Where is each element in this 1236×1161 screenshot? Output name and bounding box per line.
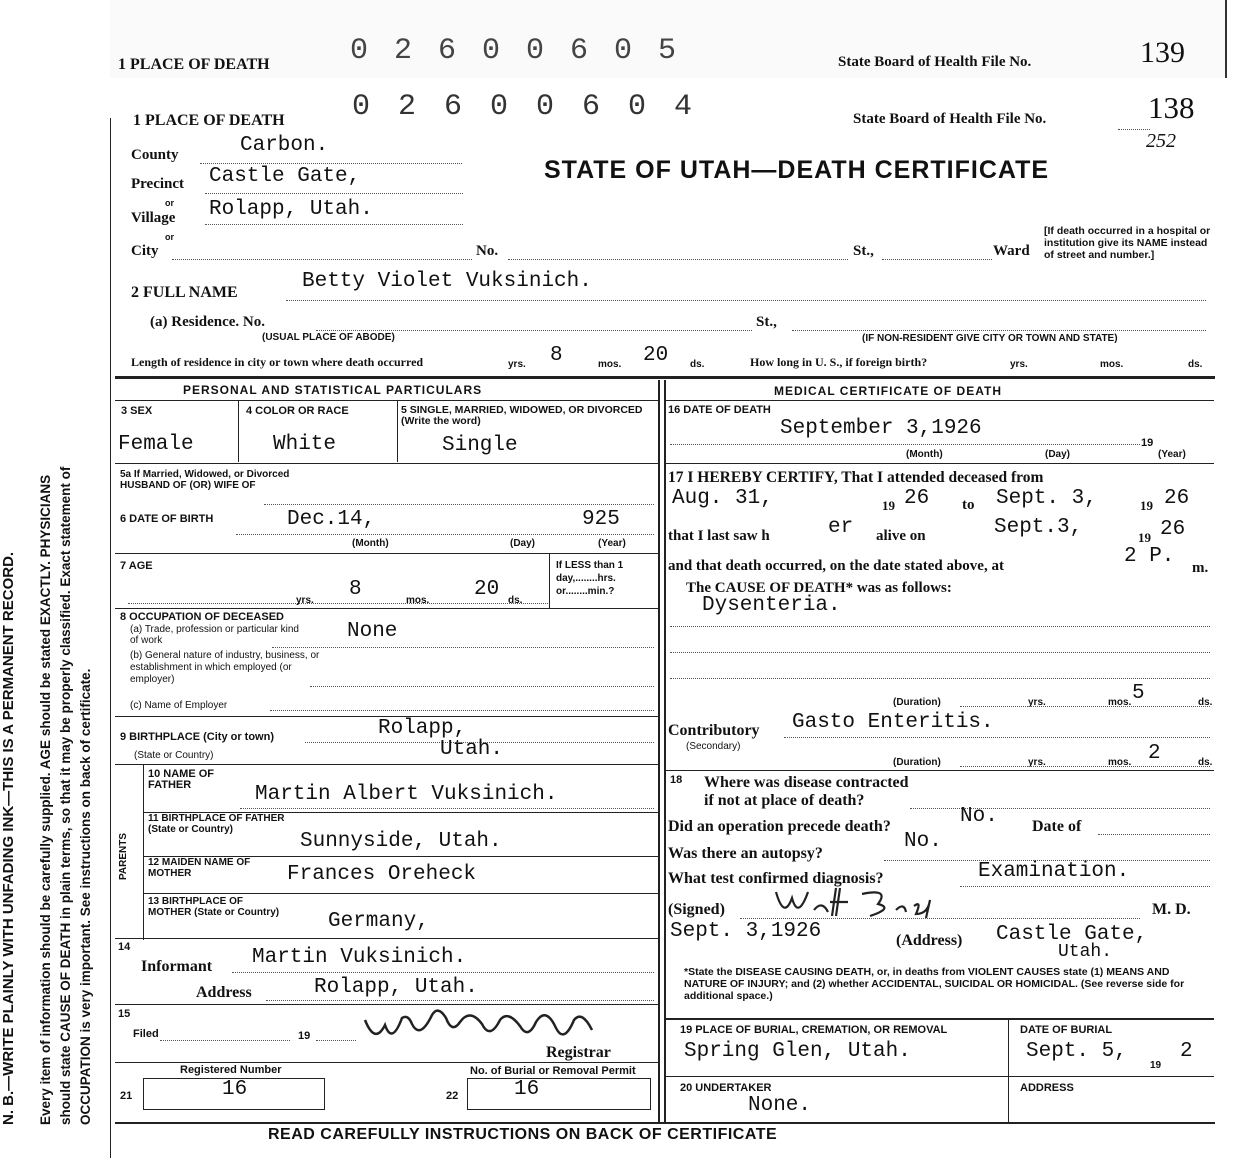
q18-label-2: if not at place of death? — [704, 792, 865, 809]
signed-label: (Signed) — [668, 901, 725, 918]
undertaker-label: 20 UNDERTAKER — [680, 1082, 772, 1094]
informant-line — [232, 972, 654, 973]
footer-instructions: READ CAREFULLY INSTRUCTIONS ON BACK OF CERTIFICATE — [268, 1126, 778, 1143]
precinct-label: Precinct — [131, 176, 185, 192]
occupation-b-line — [310, 686, 654, 687]
yrs-caption: yrs. — [508, 359, 526, 370]
file-sub-number: 252 — [1146, 130, 1176, 152]
residence-label: (a) Residence. No. — [150, 314, 265, 330]
file-number-label: State Board of Health File No. — [853, 111, 1047, 127]
row-7-rule — [115, 608, 658, 609]
dob-year: 925 — [582, 508, 620, 531]
ds-caption-2: ds. — [1188, 359, 1203, 370]
street-no-line — [508, 259, 848, 260]
street-line — [882, 259, 992, 260]
dob-month-caption: (Month) — [352, 538, 389, 549]
age-divider — [549, 553, 550, 608]
registrar-label: Registrar — [546, 1044, 611, 1061]
length-of-residence-label: Length of residence in city or town where death occurred — [131, 355, 424, 369]
physician-address-label: (Address) — [896, 932, 963, 949]
personal-section-title: PERSONAL AND STATISTICAL PARTICULARS — [183, 383, 483, 397]
signed-date-value: Sept. 3,1926 — [670, 920, 822, 943]
cause-mos-caption: mos. — [1108, 697, 1132, 708]
ward-note: [If death occurred in a hospital or institution give its NAME instead of street and number.] — [1044, 225, 1211, 261]
occupation-a-label: (a) Trade, profession or particular kind of work — [130, 624, 299, 646]
certify-label: 17 I HEREBY CERTIFY, That I attended deceased from — [668, 469, 1044, 486]
burial-year-value: 2 — [1180, 1040, 1193, 1063]
occupation-c-line — [270, 710, 654, 711]
death-year-prefix: 19 — [1141, 437, 1154, 449]
cause-line-2 — [670, 652, 1210, 653]
place-of-death-label: 1 PLACE OF DEATH — [133, 112, 285, 129]
medical-row-16-rule — [664, 463, 1214, 464]
alive-on-date: Sept.3, — [994, 516, 1083, 539]
ward-label: Ward — [993, 243, 1030, 259]
registered-number-prefix: 21 — [120, 1090, 133, 1102]
contrib-mos-caption: mos. — [1108, 757, 1132, 768]
county-value: Carbon. — [240, 134, 329, 157]
age-yrs-caption: yrs. — [296, 595, 314, 606]
age-days: 20 — [474, 578, 500, 601]
birthplace-line — [305, 742, 654, 743]
nonresident-caption: (IF NON-RESIDENT GIVE CITY OR TOWN AND STATE) — [862, 333, 1118, 344]
row-3-rule — [115, 463, 658, 464]
sex-value: Female — [118, 433, 194, 456]
q18-number: 18 — [670, 774, 683, 786]
autopsy-label: Was there an autopsy? — [668, 845, 823, 862]
yrs-caption-2: yrs. — [1010, 359, 1028, 370]
marital-label: 5 SINGLE, MARRIED, WIDOWED, OR DIVORCED (Write the word) — [401, 404, 643, 427]
parents-bottom-rule — [115, 938, 658, 939]
village-value: Rolapp, Utah. — [209, 198, 373, 221]
filed-year-line — [316, 1040, 356, 1041]
signed-line — [740, 918, 1140, 919]
burial-year-prefix: 19 — [1150, 1060, 1162, 1071]
village-line — [205, 224, 463, 225]
date-of-death-label: 16 DATE OF DEATH — [668, 404, 771, 416]
death-time-suffix: m. — [1192, 560, 1209, 576]
residence-street-line — [792, 330, 1206, 331]
back-file-no: 139 — [1140, 36, 1185, 69]
burial-divider — [1008, 1018, 1009, 1122]
serial-number: 0 2 6 0 0 6 0 4 — [352, 90, 698, 124]
test-label: What test confirmed diagnosis? — [668, 870, 884, 887]
city-label: City — [131, 243, 159, 259]
occupation-line — [272, 647, 654, 648]
mother-rule — [143, 893, 658, 894]
medical-footnote-rule — [664, 1018, 1214, 1020]
usual-place-caption: (USUAL PLACE OF ABODE) — [262, 332, 395, 343]
cause-duration-line — [960, 706, 1210, 707]
date-of-death-line — [670, 444, 1140, 445]
contributory-value: Gasto Enteritis. — [792, 711, 994, 734]
back-place-label: 1 PLACE OF DEATH — [118, 56, 270, 73]
attended-from-year: 26 — [904, 487, 930, 510]
death-occurred-label: and that death occurred, on the date stated above, at — [668, 558, 1004, 574]
personal-title-rule — [115, 400, 658, 401]
registered-number-label: Registered Number — [180, 1064, 282, 1076]
last-saw-pronoun: er — [828, 516, 854, 539]
mother-birthplace-value: Germany, — [328, 910, 429, 933]
burial-permit-prefix: 22 — [446, 1090, 459, 1102]
registered-number-value: 16 — [222, 1078, 248, 1101]
age-line — [128, 603, 548, 604]
burial-date-value: Sept. 5, — [1026, 1040, 1127, 1063]
informant-value: Martin Vuksinich. — [252, 946, 467, 969]
alive-on-label: alive on — [876, 528, 926, 544]
informant-address-label: Address — [196, 984, 252, 1001]
center-divider — [658, 380, 660, 1122]
street-label: St., — [853, 243, 874, 259]
residence-years-mark: 8 — [550, 344, 563, 367]
father-line — [240, 808, 654, 809]
back-file-label: State Board of Health File No. — [838, 54, 1032, 70]
birthplace-state-label: (State or Country) — [134, 750, 214, 761]
back-serial: 0 2 6 0 0 6 0 5 — [350, 34, 681, 68]
burial-permit-value: 16 — [514, 1078, 540, 1101]
attended-to-date: Sept. 3, — [996, 487, 1097, 510]
or-label-1: or — [165, 198, 174, 208]
contrib-yrs-caption: yrs. — [1028, 757, 1046, 768]
filed-number: 15 — [118, 1008, 131, 1020]
marital-value: Single — [442, 434, 518, 457]
md-label: M. D. — [1152, 901, 1191, 918]
cause-line-3 — [670, 678, 1210, 679]
attended-to-year: 26 — [1164, 487, 1190, 510]
test-value: Examination. — [978, 860, 1130, 883]
sex-race-divider — [238, 400, 239, 462]
mos-caption: mos. — [598, 359, 622, 370]
precinct-value: Castle Gate, — [209, 165, 361, 188]
informant-address-value: Rolapp, Utah. — [314, 976, 478, 999]
cause-yrs-caption: yrs. — [1028, 697, 1046, 708]
physician-address-value-2: Utah. — [1058, 942, 1113, 962]
dob-value: Dec.14, — [287, 508, 376, 531]
birthplace-label: 9 BIRTHPLACE (City or town) — [120, 731, 274, 743]
margin-line-4: OCCUPATION is very important. See instructions on back of certificate. — [78, 668, 93, 1125]
city-line — [172, 259, 472, 260]
contrib-duration-label: (Duration) — [893, 757, 941, 768]
father-birthplace-label: 11 BIRTHPLACE OF FATHER (State or Country) — [148, 813, 285, 835]
death-year-caption: (Year) — [1158, 449, 1186, 460]
secondary-label: (Secondary) — [686, 741, 741, 752]
informant-label: Informant — [141, 958, 213, 975]
cause-ds-caption: ds. — [1198, 697, 1213, 708]
registrar-signature — [360, 1000, 610, 1050]
operation-date-line — [1098, 834, 1210, 835]
mother-birthplace-label: 13 BIRTHPLACE OF MOTHER (State or Country) — [148, 896, 280, 918]
sex-label: 3 SEX — [121, 405, 153, 417]
residence-line — [316, 330, 752, 331]
undertaker-value: None. — [748, 1094, 812, 1117]
autopsy-value: No. — [904, 830, 942, 853]
burial-permit-box — [467, 1078, 651, 1110]
certificate-title: STATE OF UTAH—DEATH CERTIFICATE — [544, 156, 1050, 184]
race-marital-divider — [397, 400, 398, 462]
precinct-line — [205, 193, 463, 194]
father-value: Martin Albert Vuksinich. — [255, 783, 558, 806]
full-name-value: Betty Violet Vuksinich. — [302, 270, 592, 293]
date-of-death-value: September 3,1926 — [780, 417, 982, 440]
spouse-label: 5a If Married, Widowed, or Divorced HUSBAND OF (OR) WIFE OF — [120, 469, 290, 491]
mos-caption-2: mos. — [1100, 359, 1124, 370]
last-saw-label: that I last saw h — [668, 528, 770, 544]
cause-footnote: *State the DISEASE CAUSING DEATH, or, in deaths from VIOLENT CAUSES state (1) MEANS AND NATURE OF INJURY; and (2) whether ACCIDENTAL, SUICIDAL OR HOMICIDAL. (See reverse side for additional space.) — [684, 966, 1185, 1002]
q18-label: Where was disease contracted — [704, 774, 909, 791]
dob-year-caption: (Year) — [598, 538, 626, 549]
dob-line — [236, 534, 654, 535]
cause-line-1 — [670, 626, 1210, 627]
contributory-line — [784, 737, 1210, 738]
or-label-2: or — [165, 232, 174, 242]
father-birthplace-value: Sunnyside, Utah. — [300, 830, 502, 853]
contrib-duration-line — [960, 766, 1210, 767]
physician-address-value: Castle Gate, — [996, 923, 1148, 946]
alive-year-prefix: 19 — [1138, 530, 1151, 545]
cause-of-death-value: Dysenteria. — [702, 594, 841, 617]
filed-year-label: 19 — [298, 1030, 311, 1042]
foreign-birth-label: How long in U. S., if foreign birth? — [750, 355, 928, 369]
age-mos-caption: mos. — [406, 595, 430, 606]
informant-number: 14 — [118, 941, 131, 953]
full-name-label: 2 FULL NAME — [131, 284, 238, 301]
race-label: 4 COLOR OR RACE — [246, 405, 349, 417]
grid-bottom-rule — [115, 1122, 1215, 1124]
row-6-rule — [115, 553, 658, 554]
burial-date-label: DATE OF BURIAL — [1020, 1024, 1113, 1036]
birthplace-city: Rolapp, — [378, 717, 467, 740]
contrib-duration-days: 2 — [1148, 742, 1161, 765]
parents-divider — [143, 764, 144, 940]
dob-label: 6 DATE OF BIRTH — [120, 513, 214, 525]
margin-line-1: N. B.—WRITE PLAINLY WITH UNFADING INK—THIS IS A PERMANENT RECORD. — [0, 551, 17, 1125]
contrib-ds-caption: ds. — [1198, 757, 1213, 768]
residence-months: 20 — [643, 344, 669, 367]
less-than-label: If LESS than 1 day,........hrs. or........min.? — [556, 560, 624, 597]
county-label: County — [131, 147, 179, 163]
row-9-rule — [115, 764, 658, 765]
attended-from-date: Aug. 31, — [672, 487, 773, 510]
race-value: White — [273, 433, 337, 456]
mother-label: 12 MAIDEN NAME OF MOTHER — [148, 857, 251, 879]
spouse-line — [264, 504, 654, 505]
alive-on-year: 26 — [1160, 518, 1186, 541]
age-ds-caption: ds. — [508, 595, 523, 606]
medical-row-17-rule — [664, 770, 1214, 771]
mother-value: Frances Oreheck — [287, 863, 477, 886]
burial-rule — [664, 1076, 1214, 1077]
burial-permit-label: No. of Burial or Removal Permit — [470, 1065, 636, 1077]
full-name-line — [286, 300, 1206, 301]
birthplace-state: Utah. — [440, 738, 504, 761]
death-month-caption: (Month) — [906, 449, 943, 460]
filed-line — [160, 1040, 290, 1041]
margin-line-2: Every item of information should be carefully supplied. AGE should be stated EXACTLY. PHYSICIANS — [38, 474, 53, 1125]
death-day-caption: (Day) — [1045, 449, 1071, 460]
margin-rule — [110, 118, 111, 1158]
occupation-c-label: (c) Name of Employer — [130, 700, 228, 711]
cause-duration-months: 5 — [1132, 682, 1145, 705]
contributory-label: Contributory — [668, 722, 760, 739]
medical-section-title: MEDICAL CERTIFICATE OF DEATH — [774, 384, 1002, 398]
medical-title-rule — [664, 400, 1214, 401]
residence-street-label: St., — [756, 314, 777, 330]
to-label: to — [962, 497, 975, 513]
occupation-label: 8 OCCUPATION OF DECEASED — [120, 611, 284, 623]
filed-label: Filed — [133, 1028, 159, 1040]
parents-label: PARENTS — [118, 832, 129, 880]
dob-day-caption: (Day) — [510, 538, 536, 549]
county-line — [200, 163, 462, 164]
operation-date-label: Date of — [1032, 818, 1082, 835]
cause-duration-label: (Duration) — [893, 697, 941, 708]
age-label: 7 AGE — [120, 560, 153, 572]
from-year-prefix: 19 — [882, 498, 895, 513]
burial-place-value: Spring Glen, Utah. — [684, 1040, 911, 1063]
to-year-prefix: 19 — [1140, 498, 1153, 513]
center-divider-2 — [664, 380, 666, 1122]
father-label: 10 NAME OF FATHER — [148, 768, 215, 791]
death-time-value: 2 P. — [1124, 545, 1175, 568]
burial-place-label: 19 PLACE OF BURIAL, CREMATION, OR REMOVAL — [680, 1024, 948, 1036]
margin-line-3: should state CAUSE OF DEATH in plain terms, so that it may be properly classified. Exact statement of — [58, 466, 73, 1125]
q18-line — [910, 808, 1210, 809]
test-line — [960, 886, 1210, 887]
age-months: 8 — [349, 578, 362, 601]
ds-caption: ds. — [690, 359, 705, 370]
file-number: 138 — [1148, 90, 1195, 125]
undertaker-address-label: ADDRESS — [1020, 1082, 1074, 1094]
street-no-label: No. — [476, 243, 499, 259]
cause-of-death-label: The CAUSE OF DEATH* was as follows: — [686, 580, 952, 596]
operation-label: Did an operation precede death? — [668, 818, 891, 835]
filed-rule — [115, 1062, 658, 1063]
grid-top-rule — [115, 376, 1215, 379]
village-label: Village — [131, 210, 176, 226]
occupation-value: None — [347, 620, 398, 643]
occupation-b-label: (b) General nature of industry, business, or establishment in which employed (or employer) — [130, 650, 320, 685]
operation-value: No. — [960, 805, 998, 828]
